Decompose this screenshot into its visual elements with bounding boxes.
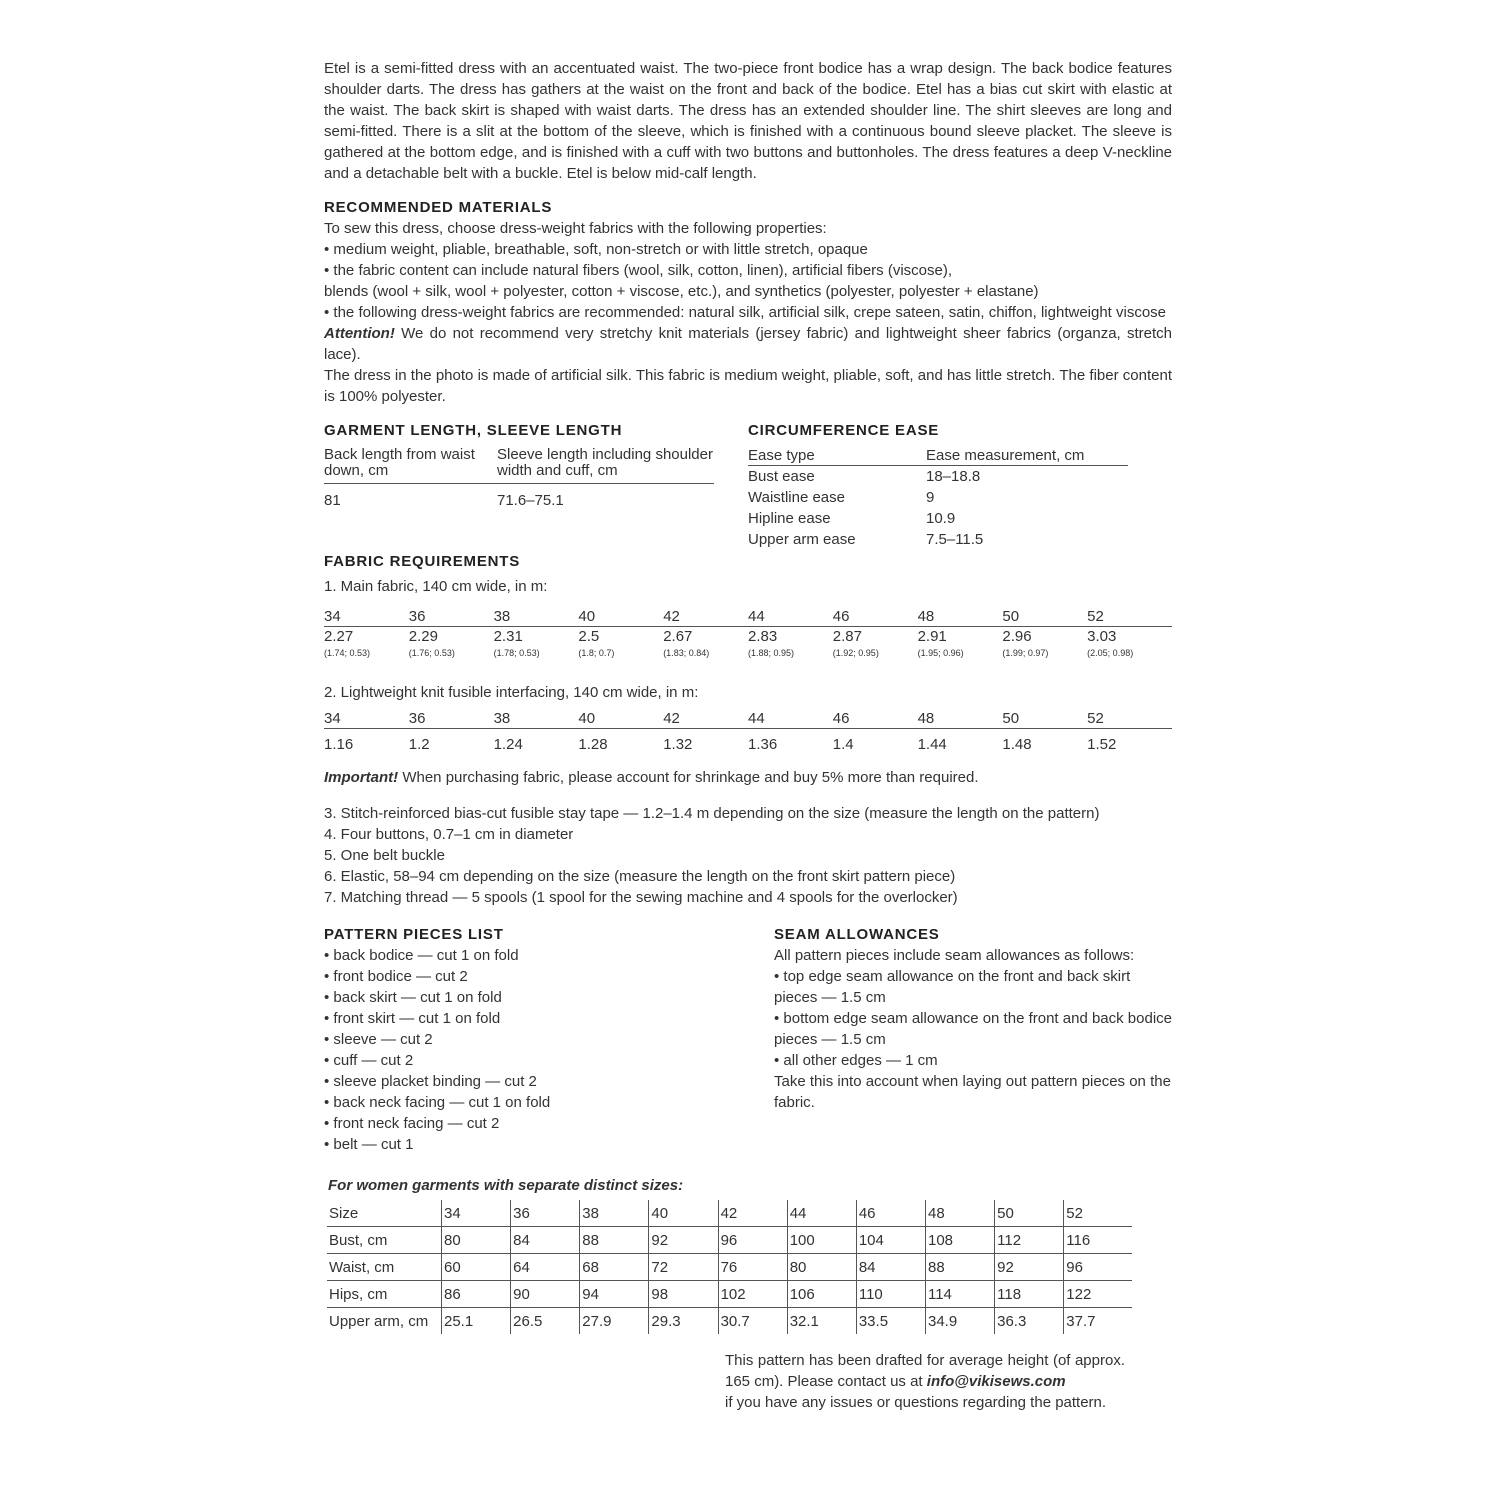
fabric-subvalue: (1.83; 0.84)	[663, 648, 710, 658]
interfacing-value: 1.4	[832, 736, 854, 753]
interfacing-value: 1.24	[493, 736, 523, 753]
ease-type: Bust ease	[748, 468, 815, 485]
length-sleeve-value: 71.6–75.1	[497, 492, 564, 509]
size-chart-table	[327, 1200, 1132, 1334]
fabric-subvalue: (1.88; 0.95)	[747, 648, 795, 658]
length-col-back: Back length from waist down, cm	[324, 447, 497, 484]
table-cell: 36.3	[995, 1308, 1064, 1335]
list-item: • back neck facing — cut 1 on fold	[324, 1094, 551, 1111]
list-item: • front neck facing — cut 2	[324, 1115, 500, 1132]
fabric-subvalue: (1.74; 0.53)	[324, 648, 371, 658]
size-header: 40	[578, 709, 663, 729]
table-cell: 80	[787, 1254, 856, 1281]
interfacing-value: 1.44	[917, 736, 947, 753]
table-cell: 72	[649, 1254, 718, 1281]
table-cell: 25.1	[442, 1308, 511, 1335]
size-header: 36	[409, 709, 494, 729]
ease-type: Upper arm ease	[748, 531, 856, 548]
list-item: • belt — cut 1	[324, 1136, 414, 1153]
main-fabric-label: 1. Main fabric, 140 cm wide, in m:	[324, 578, 548, 595]
fabric-value: 2.87	[832, 628, 862, 645]
ease-type: Hipline ease	[748, 510, 831, 527]
attention-note	[324, 323, 1172, 365]
size-header: 42	[663, 607, 748, 627]
fabric-value: 2.29	[408, 628, 438, 645]
list-item: • bottom edge seam allowance on the front and back bodice pieces — 1.5 cm	[774, 1010, 1173, 1048]
photo-note: The dress in the photo is made of artificial silk. This fabric is medium weight, pliable, soft, and has little stretch. The fiber content is 100% polyester.	[324, 367, 1172, 405]
list-item: 5. One belt buckle	[324, 847, 445, 864]
table-cell: 106	[787, 1281, 856, 1308]
list-item: 6. Elastic, 58–94 cm depending on the size (measure the length on the front skirt pattern piece)	[324, 868, 956, 885]
seams-lead: All pattern pieces include seam allowances as follows:	[774, 947, 1135, 964]
row-label: Waist, cm	[327, 1254, 442, 1281]
important-note	[324, 767, 1172, 788]
interfacing-label: 2. Lightweight knit fusible interfacing, 140 cm wide, in m:	[324, 684, 699, 701]
table-row	[327, 1308, 1132, 1335]
pattern-instructions-page	[324, 58, 1172, 1413]
table-cell: 34.9	[925, 1308, 994, 1335]
notions-list	[324, 803, 1172, 908]
main-fabric-table	[324, 607, 1172, 660]
table-row	[327, 1281, 1132, 1308]
contact-email-link[interactable]: info@vikisews.com	[926, 1373, 1066, 1390]
table-cell: 84	[856, 1254, 925, 1281]
fabric-heading: FABRIC REQUIREMENTS	[324, 553, 521, 570]
table-cell: 42	[718, 1200, 787, 1227]
fabric-subvalue: (1.95; 0.96)	[917, 648, 964, 658]
list-item: • top edge seam allowance on the front and back skirt pieces — 1.5 cm	[774, 968, 1131, 1006]
fabric-subvalue: (1.8; 0.7)	[578, 648, 615, 658]
ease-value: 9	[926, 489, 935, 506]
list-item: 3. Stitch-reinforced bias-cut fusible stay tape — 1.2–1.4 m depending on the size (measure the length on the pattern)	[324, 805, 1100, 822]
materials-bullet: • medium weight, pliable, breathable, soft, non-stretch or with little stretch, opaque	[324, 241, 868, 258]
table-cell: 80	[442, 1227, 511, 1254]
footer-text: if you have any issues or questions regarding the pattern.	[725, 1394, 1107, 1411]
ease-col-type: Ease type	[748, 447, 926, 466]
ease-value: 18–18.8	[926, 468, 981, 485]
materials-section	[324, 198, 1172, 407]
fabric-value: 2.83	[747, 628, 778, 645]
seams-note: Take this into account when laying out pattern pieces on the fabric.	[774, 1073, 1171, 1111]
fabric-value: 2.67	[663, 628, 693, 645]
table-cell: 102	[718, 1281, 787, 1308]
fabric-value: 2.31	[493, 628, 523, 645]
fabric-value: 3.03	[1087, 628, 1117, 645]
table-cell: 92	[995, 1254, 1064, 1281]
table-cell: 36	[511, 1200, 580, 1227]
interfacing-table	[324, 709, 1172, 754]
table-cell: 116	[1064, 1227, 1132, 1254]
fabric-subvalue: (2.05; 0.98)	[1087, 648, 1134, 658]
table-cell: 30.7	[718, 1308, 787, 1335]
table-row	[327, 1254, 1132, 1281]
size-header: 52	[1087, 607, 1172, 627]
size-header: 44	[748, 607, 833, 627]
size-header: 48	[918, 607, 1003, 627]
table-cell: 96	[1064, 1254, 1132, 1281]
interfacing-value: 1.28	[578, 736, 608, 753]
materials-heading: RECOMMENDED MATERIALS	[324, 199, 553, 216]
table-cell: 114	[925, 1281, 994, 1308]
size-header: 34	[324, 607, 409, 627]
length-section	[324, 421, 714, 550]
pieces-heading: PATTERN PIECES LIST	[324, 926, 504, 943]
fabric-value: 2.91	[917, 628, 947, 645]
pieces-seams-row	[324, 925, 1172, 1155]
list-item: • back bodice — cut 1 on fold	[324, 947, 519, 964]
table-cell: 29.3	[649, 1308, 718, 1335]
size-chart-title: For women garments with separate distinct sizes:	[328, 1177, 684, 1194]
table-cell: 108	[925, 1227, 994, 1254]
list-item: • sleeve — cut 2	[324, 1031, 433, 1048]
ease-value: 7.5–11.5	[926, 531, 984, 548]
materials-lead: To sew this dress, choose dress-weight fabrics with the following properties:	[324, 220, 827, 237]
table-cell: 88	[925, 1254, 994, 1281]
list-item: • cuff — cut 2	[324, 1052, 414, 1069]
table-cell: 26.5	[511, 1308, 580, 1335]
table-cell: 52	[1064, 1200, 1132, 1227]
list-item: • front bodice — cut 2	[324, 968, 468, 985]
table-cell: 27.9	[580, 1308, 649, 1335]
interfacing-value: 1.16	[324, 736, 354, 753]
size-header: 52	[1087, 709, 1172, 729]
table-cell: 122	[1064, 1281, 1132, 1308]
seams-heading: SEAM ALLOWANCES	[774, 926, 940, 943]
size-header: 40	[578, 607, 663, 627]
size-header: 50	[1002, 709, 1087, 729]
attention-label: Attention!	[324, 325, 395, 342]
table-cell: 84	[511, 1227, 580, 1254]
size-header: 36	[409, 607, 494, 627]
size-header: 44	[748, 709, 833, 729]
table-cell: 100	[787, 1227, 856, 1254]
table-cell: 110	[856, 1281, 925, 1308]
list-item: 4. Four buttons, 0.7–1 cm in diameter	[324, 826, 574, 843]
size-header: 46	[833, 709, 918, 729]
table-cell: 96	[718, 1227, 787, 1254]
size-header: 34	[324, 709, 409, 729]
row-label: Hips, cm	[327, 1281, 442, 1308]
ease-section	[748, 421, 1172, 550]
table-cell: 37.7	[1064, 1308, 1132, 1335]
table-cell: 44	[787, 1200, 856, 1227]
table-cell: 88	[580, 1227, 649, 1254]
materials-bullet: • the following dress-weight fabrics are recommended: natural silk, artificial silk, crepe sateen, satin, chiffon, lightweight viscose	[324, 304, 1167, 321]
interfacing-value: 1.52	[1087, 736, 1117, 753]
table-cell: 112	[995, 1227, 1064, 1254]
table-cell: 38	[580, 1200, 649, 1227]
intro-paragraph: Etel is a semi-fitted dress with an accentuated waist. The two-piece front bodice has a wrap design. The back bodice features shoulder darts. The dress has gathers at the waist on the front and back of the bodice. Etel has a bias cut skirt with elastic at the waist. The back skirt is shaped with waist darts. The dress has an extended shoulder line. The shirt sleeves are long and semi-fitted. There is a slit at the bottom of the sleeve, which is finished with a continuous bound sleeve placket. The sleeve is gathered at the bottom edge, and is finished with a cuff with two buttons and buttonholes. The dress features a deep V-neckline and a detachable belt with a buckle. Etel is below mid-calf length.	[324, 60, 1172, 182]
fabric-value: 2.5	[578, 628, 600, 645]
seams-section	[774, 925, 1172, 1155]
footer-note	[725, 1350, 1125, 1413]
list-item: • front skirt — cut 1 on fold	[324, 1010, 501, 1027]
table-cell: 86	[442, 1281, 511, 1308]
important-label: Important!	[324, 769, 399, 786]
table-cell: 68	[580, 1254, 649, 1281]
ease-col-measure: Ease measurement, cm	[926, 447, 1128, 466]
fabric-subvalue: (1.78; 0.53)	[493, 648, 540, 658]
size-header: 38	[494, 607, 579, 627]
ease-type: Waistline ease	[748, 489, 845, 506]
length-col-sleeve: Sleeve length including shoulder width and cuff, cm	[497, 447, 714, 484]
size-header: 48	[918, 709, 1003, 729]
fabric-subvalue: (1.92; 0.95)	[832, 648, 879, 658]
ease-heading: CIRCUMFERENCE EASE	[748, 422, 940, 439]
table-cell: 64	[511, 1254, 580, 1281]
ease-value: 10.9	[926, 510, 956, 527]
footer-text: This pattern has been drafted for average height (of approx. 165 cm). Please contact us at	[725, 1352, 1125, 1390]
fabric-value: 2.96	[1002, 628, 1032, 645]
materials-bullet: • the fabric content can include natural fibers (wool, silk, cotton, linen), artificial fibers (viscose),	[324, 262, 953, 279]
table-cell: 92	[649, 1227, 718, 1254]
length-back-value: 81	[324, 492, 341, 509]
list-item: • sleeve placket binding — cut 2	[324, 1073, 537, 1090]
interfacing-value: 1.2	[408, 736, 430, 753]
fabric-subvalue: (1.99; 0.97)	[1002, 648, 1049, 658]
fabric-value: 2.27	[324, 628, 354, 645]
table-cell: 32.1	[787, 1308, 856, 1335]
table-cell: 104	[856, 1227, 925, 1254]
table-cell: 98	[649, 1281, 718, 1308]
interfacing-value: 1.48	[1002, 736, 1032, 753]
table-cell: 76	[718, 1254, 787, 1281]
interfacing-value: 1.32	[663, 736, 693, 753]
table-cell: 34	[442, 1200, 511, 1227]
interfacing-value: 1.36	[747, 736, 778, 753]
table-cell: 60	[442, 1254, 511, 1281]
table-cell: 33.5	[856, 1308, 925, 1335]
fabric-section	[324, 552, 1172, 908]
table-row	[327, 1200, 1132, 1227]
table-cell: 46	[856, 1200, 925, 1227]
materials-bullet: blends (wool + silk, wool + polyester, cotton + viscose, etc.), and synthetics (polyester, polyester + elastane)	[324, 283, 1039, 300]
table-cell: 94	[580, 1281, 649, 1308]
row-label: Bust, cm	[327, 1227, 442, 1254]
attention-text: We do not recommend very stretchy knit materials (jersey fabric) and lightweight sheer fabrics (organza, stretch lace).	[324, 325, 1172, 363]
length-heading: GARMENT LENGTH, SLEEVE LENGTH	[324, 422, 623, 439]
table-cell: 48	[925, 1200, 994, 1227]
list-item: • all other edges — 1 cm	[774, 1052, 938, 1069]
table-cell: 118	[995, 1281, 1064, 1308]
table-cell: 40	[649, 1200, 718, 1227]
size-header: 38	[494, 709, 579, 729]
table-cell: 90	[511, 1281, 580, 1308]
length-ease-row	[324, 421, 1172, 550]
table-cell: 50	[995, 1200, 1064, 1227]
table-row	[327, 1227, 1132, 1254]
row-label: Upper arm, cm	[329, 1313, 429, 1330]
size-header: 46	[833, 607, 918, 627]
length-table	[324, 447, 714, 511]
pieces-section	[324, 925, 744, 1155]
fabric-subvalue: (1.76; 0.53)	[408, 648, 455, 658]
list-item: • back skirt — cut 1 on fold	[324, 989, 502, 1006]
row-label: Size	[327, 1200, 442, 1227]
list-item: 7. Matching thread — 5 spools (1 spool for the sewing machine and 4 spools for the overlocker)	[324, 889, 958, 906]
size-header: 50	[1002, 607, 1087, 627]
ease-table	[748, 447, 1128, 550]
important-text: When purchasing fabric, please account for shrinkage and buy 5% more than required.	[398, 769, 979, 786]
size-header: 42	[663, 709, 748, 729]
